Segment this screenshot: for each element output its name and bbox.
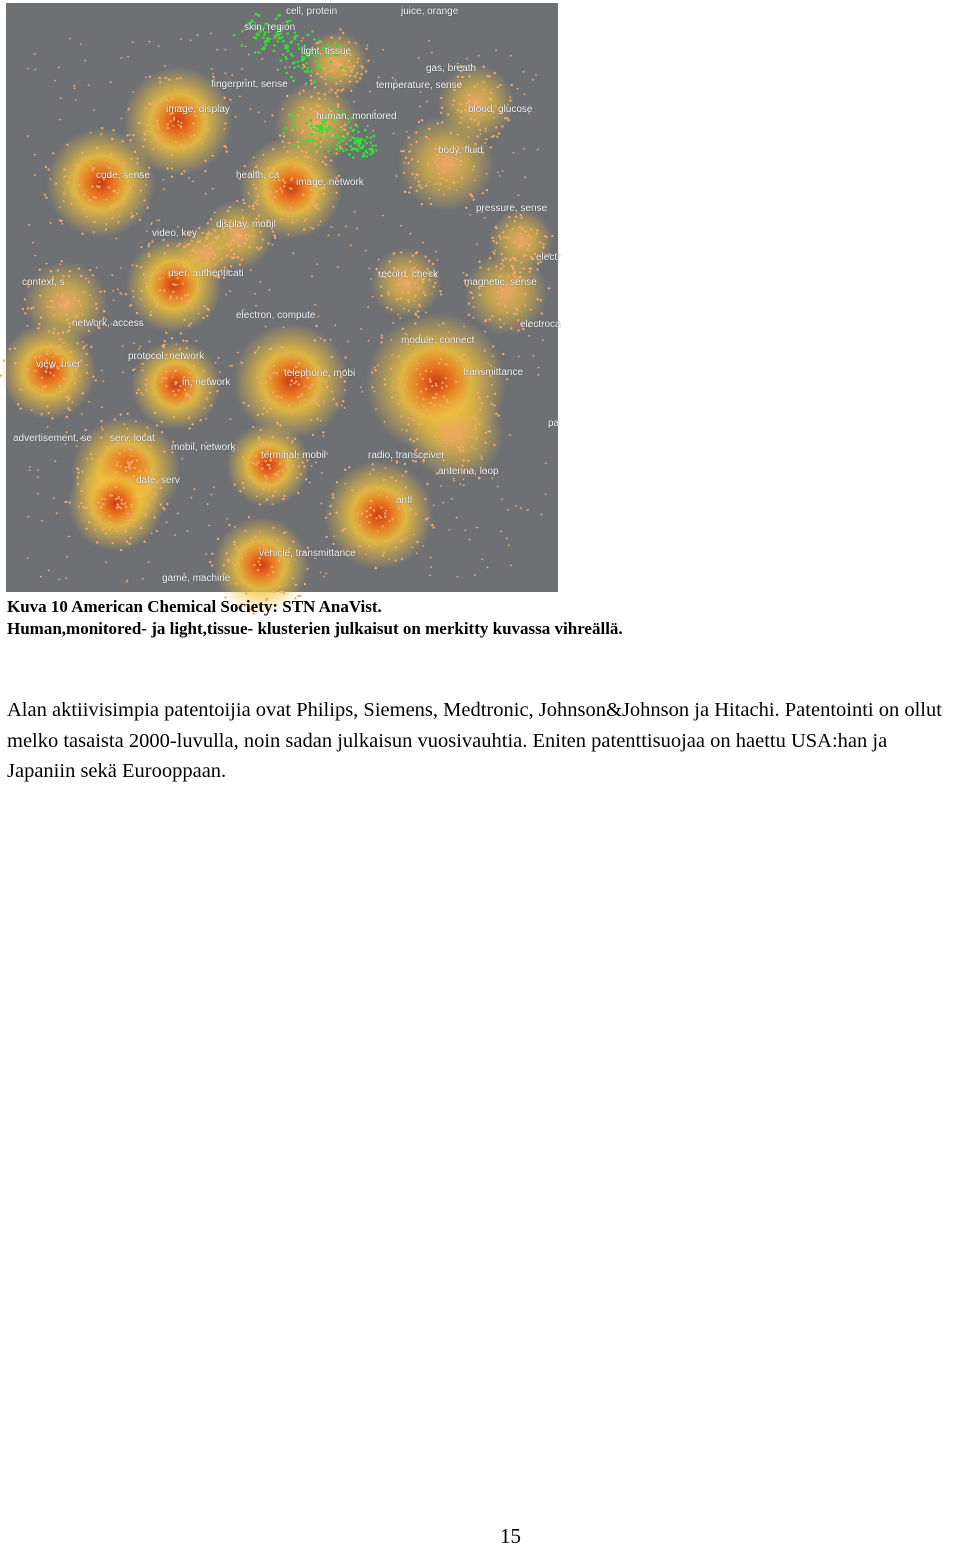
cluster-label: electroca: [520, 319, 561, 330]
cluster-label: in, network: [182, 377, 231, 388]
cluster-label: electr: [536, 252, 561, 263]
cluster-glow: [0, 323, 96, 419]
cluster-label: health, ca: [236, 170, 280, 181]
cluster-label: antenna, loop: [438, 466, 499, 477]
cluster-label: image, display: [166, 104, 230, 115]
cluster-label: body, fluid: [438, 145, 483, 156]
cluster-label: juice, orange: [401, 6, 459, 17]
cluster-label: view, user: [36, 359, 81, 370]
patent-landscape-map: [6, 3, 561, 592]
cluster-label: fingerprint, sense: [211, 79, 288, 90]
map-canvas: [6, 3, 561, 592]
cluster-label: skin, region: [244, 22, 296, 33]
cluster-label: date, serv: [136, 475, 180, 486]
cluster-label: pressure, sense: [476, 203, 548, 214]
cluster-label: magnetic, sense: [464, 277, 537, 288]
cluster-label: transmittance: [463, 367, 524, 378]
cluster-label: context, s: [22, 277, 65, 288]
cluster-label: terminal, mobil: [261, 450, 327, 461]
cluster-label: pa: [548, 418, 560, 429]
cluster-label: electron, compute: [236, 310, 316, 321]
cluster-label: record, check: [378, 269, 439, 280]
cluster-label: game, machine: [162, 573, 231, 584]
cluster-label: telephone, mobi: [284, 368, 356, 379]
cluster-label: antl: [396, 495, 413, 506]
cluster-label: light, tissue: [301, 46, 352, 57]
cluster-label: network, access: [72, 318, 144, 329]
cluster-label: gas, breath: [426, 63, 477, 74]
caption-line-2: Human,monitored- ja light,tissue- klusterien julkaisut on merkitty kuvassa vihreällä.: [7, 619, 623, 638]
caption-line-1: Kuva 10 American Chemical Society: STN AnaVist.: [7, 597, 382, 616]
cluster-label: code, sense: [96, 170, 150, 181]
body-paragraph: Alan aktiivisimpia patentoijia ovat Philips, Siemens, Medtronic, Johnson&Johnson ja Hitachi. Patentointi on ollut melko tasaista 2000-luvulla, noin sadan julkaisun vuosivauhtia. Eniten patenttisuojaa on haettu USA:han ja Japaniin sekä Eurooppaan.: [7, 699, 942, 782]
cluster-label: blood, glucose: [468, 104, 533, 115]
cluster-glow: [371, 248, 441, 318]
cluster-label: protocol, network: [128, 351, 205, 362]
cluster-label: module, connect: [401, 335, 475, 346]
cluster-label: display, mobil: [216, 219, 276, 230]
cluster-label: temperature, sense: [376, 80, 463, 91]
figure-caption: [7, 596, 623, 640]
cluster-label: serv, locat: [110, 433, 155, 444]
cluster-label: cell, protein: [286, 6, 338, 17]
cluster-label: radio, transceiver: [368, 450, 445, 461]
cluster-label: advertisement, se: [13, 433, 92, 444]
cluster-glow: [47, 129, 156, 238]
page-number: 15: [500, 1524, 521, 1548]
cluster-label: image, network: [296, 177, 364, 188]
cluster-label: mobil, network: [171, 442, 236, 453]
cluster-label: user, authenticati: [168, 268, 244, 279]
cluster-label: human, monitored: [316, 111, 397, 122]
cluster-label: vehicle, transmittance: [259, 548, 356, 559]
cluster-label: video, key: [152, 228, 198, 239]
